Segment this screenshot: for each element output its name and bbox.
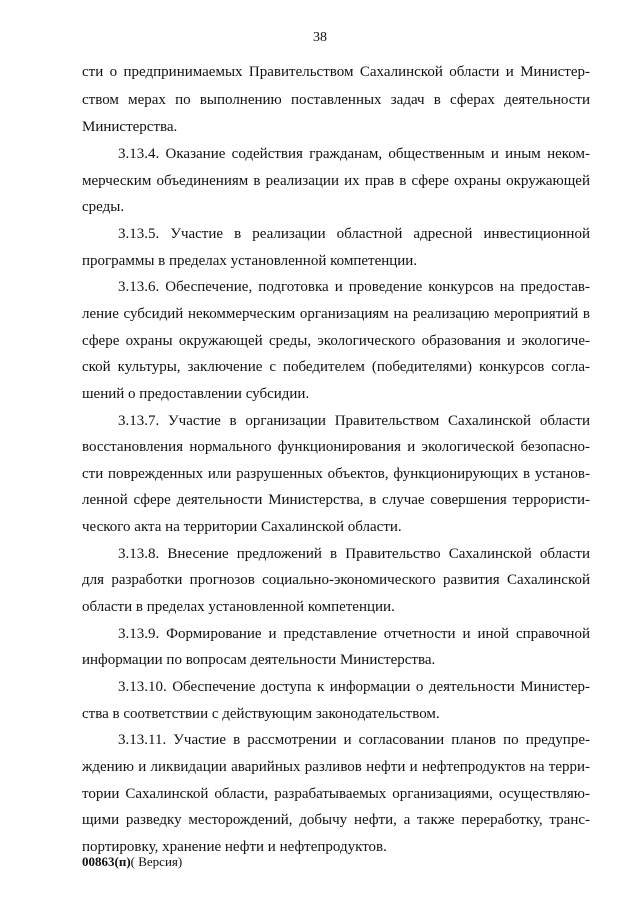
text-line: восстановления нормального функционирования и экологической безопасно-	[82, 439, 590, 455]
text-line: ства в соответствии с действующим законодательством.	[82, 706, 440, 722]
paragraph-start-3-13-9: 3.13.9. Формирование и представление отчетности и иной справочной	[118, 626, 590, 642]
text-line: щими разведку месторождений, добычу нефти, а также переработку, транс-	[82, 812, 590, 828]
text-line: для разработки прогнозов социально-экономического развития Сахалинской	[82, 572, 590, 588]
text-line: мерческим объединениям в реализации их прав в сфере охраны окружающей	[82, 173, 590, 189]
document-footer	[82, 854, 182, 870]
text-line: сти поврежденных или разрушенных объектов, функционирующих в установ-	[82, 466, 590, 482]
text-line: сти о предпринимаемых Правительством Сахалинской области и Министер-	[82, 64, 590, 80]
text-line: ческого акта на территории Сахалинской области.	[82, 519, 402, 535]
text-line: сфере охраны окружающей среды, экологического образования и экологиче-	[82, 333, 590, 349]
document-code: 00863(п)	[82, 854, 131, 869]
paragraph-start-3-13-6: 3.13.6. Обеспечение, подготовка и проведение конкурсов на предостав-	[118, 279, 590, 295]
paragraph-start-3-13-11: 3.13.11. Участие в рассмотрении и согласовании планов по предупре-	[118, 732, 590, 748]
text-line: информации по вопросам деятельности Министерства.	[82, 652, 436, 668]
paragraph-start-3-13-10: 3.13.10. Обеспечение доступа к информации о деятельности Министер-	[118, 679, 590, 695]
paragraph-start-3-13-5: 3.13.5. Участие в реализации областной адресной инвестиционной	[118, 226, 590, 242]
text-line: области в пределах установленной компетенции.	[82, 599, 395, 615]
document-version: ( Версия)	[130, 854, 183, 869]
paragraph-start-3-13-7: 3.13.7. Участие в организации Правительством Сахалинской области	[118, 413, 590, 429]
paragraph-start-3-13-8: 3.13.8. Внесение предложений в Правительство Сахалинской области	[118, 546, 590, 562]
text-line: ждению и ликвидации аварийных разливов нефти и нефтепродуктов на терри-	[82, 759, 590, 775]
text-line: среды.	[82, 199, 125, 215]
text-line: ством мерах по выполнению поставленных задач в сферах деятельности	[82, 92, 590, 108]
page-number: 38	[313, 30, 327, 45]
text-line: ленной сфере деятельности Министерства, в случае совершения террористи-	[82, 492, 590, 508]
text-line: ление субсидий некоммерческим организациям на реализацию мероприятий в	[82, 306, 590, 322]
text-line: Министерства.	[82, 119, 178, 135]
text-line: тории Сахалинской области, разрабатываемых организациями, осуществляю-	[82, 786, 590, 802]
paragraph-start-3-13-4: 3.13.4. Оказание содействия гражданам, общественным и иным неком-	[118, 146, 590, 162]
text-line: портировку, хранение нефти и нефтепродуктов.	[82, 839, 387, 855]
text-line: шений о предоставлении субсидии.	[82, 386, 310, 402]
text-line: ской культуры, заключение с победителем (победителями) конкурсов согла-	[82, 359, 590, 375]
text-line: программы в пределах установленной компетенции.	[82, 253, 418, 269]
